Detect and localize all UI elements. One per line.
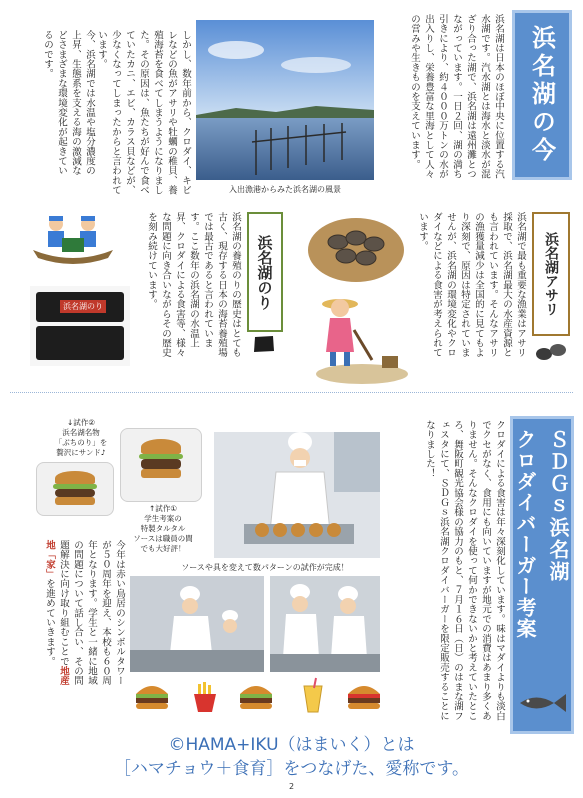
nori-package-label: 浜名湖のり xyxy=(60,300,106,313)
footer-line1: ©HAMA+IKU（はまいく）とは xyxy=(168,735,415,755)
section-title-line1: ＳＤＧｓ浜名湖 xyxy=(546,429,570,583)
page-number: 2 xyxy=(288,782,295,791)
trial-photo-caption: ソースや具を変えて数パターンの試作が完成！ xyxy=(181,563,349,572)
problem-paragraph: しかし、数年前から、クロダイ、キビレなどの魚がアサリや牡蠣の稚貝、養殖海苔を食べてしまうようになりました。その原因は、魚たちが好んで食べていたカニ、エビ、カラス貝などが、少なくなってしまったからと言われています。 xyxy=(96,30,191,195)
fishermen-illustration xyxy=(28,208,118,268)
nori-sheet-icon xyxy=(253,335,275,353)
asari-label xyxy=(532,212,570,336)
burger-icon xyxy=(136,686,168,709)
lake-photo xyxy=(196,20,374,180)
closing-text-c: を進めていきます。 xyxy=(44,578,55,667)
title-banner-bottom xyxy=(510,416,574,734)
closing-text-b: 地産地「家」 xyxy=(44,540,69,686)
asari-label-text: 浜名湖アサリ xyxy=(543,232,559,316)
fish-icon xyxy=(516,690,568,716)
students-cooking-photo-1 xyxy=(130,576,264,672)
clam-digging-illustration xyxy=(312,290,412,386)
burger-photo-1 xyxy=(120,428,202,502)
closing-text-a: 今年は赤い鳥居のシンボルタワーが５０周年を迎え、本校も６０周年となります。学生と一緒に地域の問題について話し合い、その問題解決に向け取り組むことで xyxy=(58,540,125,686)
food-icons-row xyxy=(128,676,388,716)
closing-paragraph xyxy=(10,540,126,690)
lake-photo-caption: 入出漁港からみた浜名湖の風景 xyxy=(229,185,341,194)
burger-icon xyxy=(240,686,272,709)
fries-icon xyxy=(194,682,216,712)
nori-package-photo xyxy=(30,286,130,366)
footer-line2: ［ハマチョウ＋食育］をつなげた、愛称です。 xyxy=(113,759,470,779)
trial1-caption: ↑試作① 学生考案の 特製タルタル ソースは職員の間 でも大好評！ xyxy=(133,504,193,553)
drink-icon xyxy=(304,678,322,712)
clam-icon xyxy=(534,340,568,362)
section-title-top: 浜名湖の今 xyxy=(527,25,556,165)
chef-tray-photo xyxy=(214,432,380,558)
kurodai-paragraph: クロダイによる食害は年々深刻化しています。味はマダイよりも淡白でクセがなく、食用にも向いていますが地元での消費はあまり多くありません。そんなクロダイを使って何かできないかと考えていたところ、舞阪町観光協会様の協力のもと、７月１６日（日）のはまな湖フェスタにて、ＳＤＧｓ浜名湖クロダイバーガーを限定販売することになりました！ xyxy=(424,420,505,721)
nori-paragraph: 浜名湖の養殖のりの歴史はとても古く、現存する日本の海苔養殖場では最古であると言われています。ここ数年の浜名湖の水温上昇、クロダイによる食害等、様々な問題に向き合いながらその歴史を刻み続けています。 xyxy=(146,212,241,358)
section-divider xyxy=(10,392,573,393)
title-banner-top xyxy=(512,10,572,180)
nori-label xyxy=(247,212,283,332)
section-title-line2: クロダイバーガー考案 xyxy=(513,429,537,639)
environment-paragraph: 今、浜名湖では水温や塩分濃度の上昇、生態系を支える海の激減などさまざまな環境変化が起きているのです。 xyxy=(42,30,95,176)
burger-icon xyxy=(348,686,380,709)
intro-paragraph: 浜名湖は日本のほぼ中央に位置する汽水湖です。汽水湖とは海水と淡水が混ざり合った湖で、浜名湖は遠州灘とつながっています。一日２回、湖の満ち引きにより、約４０００万トンの水が出入りし、栄養豊富な里海として人々の営みや生きものを支えています。 xyxy=(409,14,504,179)
trial2-caption: ↓試作② 浜名湖名物 「ぶちのり」を 贅沢にサンド♪ xyxy=(54,418,108,457)
clam-photo xyxy=(308,218,404,282)
burger-photo-2 xyxy=(36,462,114,516)
asari-paragraph: 浜名湖で最も重要な漁業はアサリ採取で、浜名湖最大の水産資源とも言われています。そんなアサリの漁獲量減少は全国的に見てもより深刻で、原因は特定されていませんが、浜名湖の環境変化やクロダイなどによる食害が考えられています。 xyxy=(417,212,526,358)
nori-label-text: 浜名湖のり xyxy=(255,234,274,310)
students-cooking-photo-2 xyxy=(270,576,380,672)
